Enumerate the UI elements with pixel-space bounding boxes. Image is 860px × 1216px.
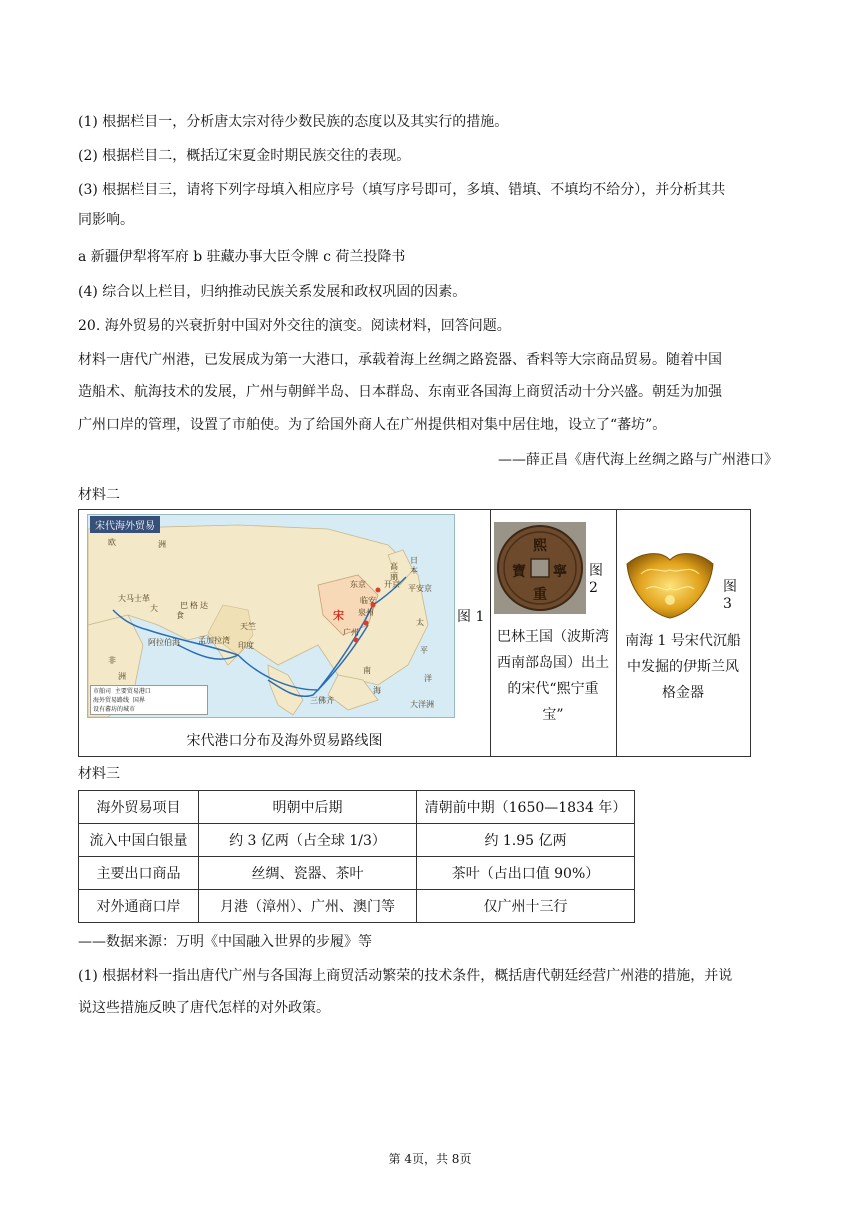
map-label: 印度 xyxy=(238,641,254,650)
map-label: 临安 xyxy=(360,596,376,605)
material-3-label: 材料三 xyxy=(78,766,120,782)
table-cell: 仅广州十三行 xyxy=(417,890,635,923)
map-label: 日 xyxy=(410,556,418,565)
legend-item: 海外贸易路线 xyxy=(93,697,130,704)
coin-cell xyxy=(491,510,617,757)
figure-1-label: 图 1 xyxy=(457,609,485,625)
map-label: 洲 xyxy=(158,540,166,549)
figure-2-label: 图 2 xyxy=(589,563,603,596)
table-cell: 约 3 亿两（占全球 1/3） xyxy=(199,824,417,857)
desc-line: 南海 1 号宋代沉船 xyxy=(625,633,741,649)
table-cell: 约 1.95 亿两 xyxy=(417,824,635,857)
map-label: 大马士革 xyxy=(118,594,150,603)
map-label: 达 xyxy=(200,601,208,610)
gold-ornament-photo xyxy=(621,544,719,622)
map-label: 阿拉伯海 xyxy=(148,638,180,647)
sub-question-1-line-1: (1) 根据材料一指出唐代广州与各国海上商贸活动繁荣的技术条件，概括唐代朝廷经营广州港的措施，并说 xyxy=(78,968,733,984)
figure-3-label: 图 3 xyxy=(723,579,737,612)
table-row xyxy=(79,857,635,890)
options-line: a 新疆伊犁将军府 b 驻藏办事大臣令牌 c 荷兰投降书 xyxy=(78,249,406,265)
desc-line: 宝” xyxy=(542,707,564,723)
table-header-cell: 海外贸易项目 xyxy=(79,791,199,824)
material-1-line-1: 材料一唐代广州港，已发展成为第一大港口，承载着海上丝绸之路瓷器、香料等大宗商品贸易。随着中国 xyxy=(78,352,722,368)
desc-line: 巴林王国（波斯湾 xyxy=(497,629,609,645)
table-header-cell: 明朝中后期 xyxy=(199,791,417,824)
map-label: 平 xyxy=(420,646,428,655)
table-cell: 月港（漳州）、广州、澳门等 xyxy=(199,890,417,923)
map-label: 三佛齐 xyxy=(310,696,334,705)
legend-item: 主要贸易港口 xyxy=(114,688,151,695)
map-label: 太 xyxy=(416,618,424,627)
desc-line: 中发掘的伊斯兰风 xyxy=(627,659,739,675)
question-4: (4) 综合以上栏目，归纳推动民族关系发展和政权巩固的因素。 xyxy=(78,284,467,300)
map-label: 宋 xyxy=(333,609,344,622)
question-2: (2) 根据栏目二，概括辽宋夏金时期民族交往的表现。 xyxy=(78,148,411,164)
map-label: 洋 xyxy=(424,674,432,683)
material-1-line-2: 造船术、航海技术的发展，广州与朝鲜半岛、日本群岛、东南亚各国海上商贸活动十分兴盛。朝廷为加强 xyxy=(78,384,722,400)
desc-line: 西南部岛国）出土 xyxy=(497,655,609,671)
map-label: 平安京 xyxy=(408,584,432,593)
material-2-label: 材料二 xyxy=(78,487,120,503)
question-3-line-2: 同影响。 xyxy=(78,212,134,228)
map-label: 海 xyxy=(373,686,381,695)
map-label: 开京 xyxy=(384,580,400,589)
map-legend xyxy=(90,685,208,715)
material-3-source: ——数据来源：万明《中国融入世界的步履》等 xyxy=(78,934,372,950)
map-label: 格 xyxy=(190,601,198,610)
map-label: 欧 xyxy=(108,538,116,547)
map-label: 高 xyxy=(390,562,398,571)
question-20: 20. 海外贸易的兴衰折射中国对外交往的演变。阅读材料，回答问题。 xyxy=(78,318,511,334)
map-label: 本 xyxy=(410,566,418,575)
coin-char: 重 xyxy=(533,587,547,603)
table-row xyxy=(79,890,635,923)
coin-char: 熙 xyxy=(533,538,547,554)
table-header-cell: 清朝前中期（1650—1834 年） xyxy=(417,791,635,824)
map-label: 非 xyxy=(108,656,116,665)
table-row xyxy=(79,824,635,857)
table-cell: 茶叶（占出口值 90%） xyxy=(417,857,635,890)
desc-line: 格金器 xyxy=(662,685,704,701)
coin-char: 寶 xyxy=(512,564,526,580)
figure-table xyxy=(78,509,751,757)
sub-question-1-line-2: 说这些措施反映了唐代怎样的对外政策。 xyxy=(78,1000,330,1016)
question-3-line-1: (3) 根据栏目三，请将下列字母填入相应序号（填写序号即可，多填、错填、不填均不给分），并分析其共 xyxy=(78,182,726,198)
trade-table xyxy=(78,790,635,923)
song-trade-map xyxy=(87,514,455,718)
legend-item: 市舶司 xyxy=(93,688,112,695)
desc-line: 的宋代“熙宁重 xyxy=(507,681,599,697)
legend-item: 设有蕃坊的城市 xyxy=(93,706,136,713)
coin-photo xyxy=(494,522,586,614)
map-label: 泉州 xyxy=(358,608,374,617)
map-label: 广州 xyxy=(343,628,359,637)
table-cell: 对外通商口岸 xyxy=(79,890,199,923)
map-label: 丽 xyxy=(390,572,398,581)
map-label: 洲 xyxy=(118,672,126,681)
material-1-line-3: 广州口岸的管理，设置了市舶使。为了给国外商人在广州提供相对集中居住地，设立了“蕃坊”。 xyxy=(78,417,667,433)
map-label: 东京 xyxy=(350,580,366,589)
map-label: 巴 xyxy=(180,601,188,610)
question-1: (1) 根据栏目一，分析唐太宗对待少数民族的态度以及其实行的措施。 xyxy=(78,114,509,130)
table-cell: 流入中国白银量 xyxy=(79,824,199,857)
map-caption: 宋代港口分布及海外贸易路线图 xyxy=(186,733,383,749)
coin-char: 寧 xyxy=(553,564,567,580)
map-label: 大 xyxy=(150,604,158,613)
map-label: 食 xyxy=(176,611,184,620)
figure-2-description xyxy=(491,624,615,728)
table-header-row xyxy=(79,791,635,824)
map-label: 南 xyxy=(363,666,371,675)
map-label: 大洋洲 xyxy=(410,700,434,709)
map-label: 天竺 xyxy=(240,622,256,631)
map-label: 孟加拉湾 xyxy=(198,636,230,645)
table-cell: 主要出口商品 xyxy=(79,857,199,890)
legend-item: 国界 xyxy=(132,697,145,704)
material-1-source: ——薛正昌《唐代海上丝绸之路与广州港口》 xyxy=(498,452,778,468)
table-cell: 丝绸、瓷器、茶叶 xyxy=(199,857,417,890)
gold-cell xyxy=(617,510,751,757)
page-footer: 第 4页，共 8页 xyxy=(388,1152,472,1166)
figure-3-description xyxy=(617,628,749,706)
map-title: 宋代海外贸易 xyxy=(90,516,160,533)
map-cell xyxy=(79,510,491,757)
